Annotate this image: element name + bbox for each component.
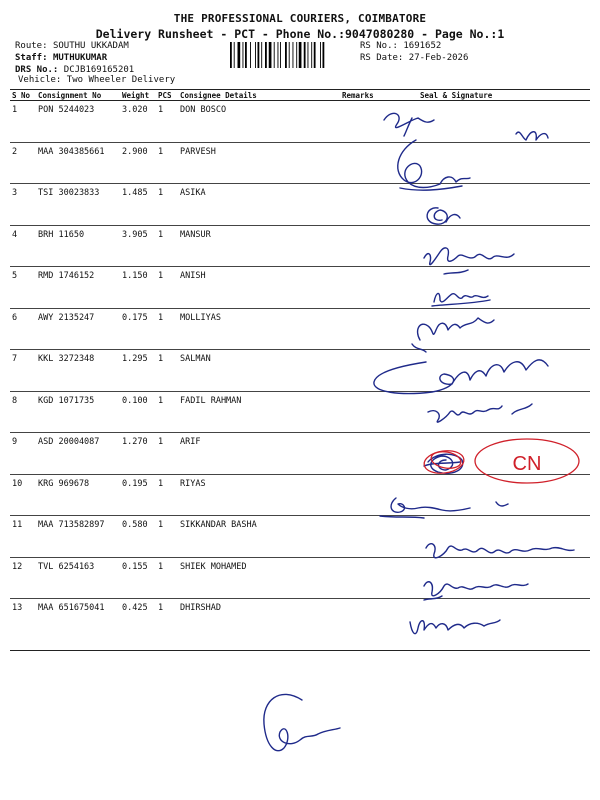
barcode-bar bbox=[258, 42, 260, 68]
col-consignee: Consignee Details bbox=[178, 90, 340, 101]
cell-consignment: MAA 651675041 bbox=[38, 603, 105, 613]
barcode-bar bbox=[311, 42, 312, 68]
table-row bbox=[10, 350, 590, 392]
cell-seal bbox=[394, 101, 590, 143]
route-value: SOUTHU UKKADAM bbox=[52, 41, 129, 51]
cell-sno: 13 bbox=[12, 603, 23, 613]
cell-remarks bbox=[340, 308, 394, 350]
barcode-bar bbox=[250, 42, 251, 68]
col-remarks: Remarks bbox=[340, 90, 394, 101]
staff-label: Staff: bbox=[15, 53, 48, 63]
cell-remarks bbox=[340, 433, 394, 475]
cell-seal bbox=[394, 474, 590, 516]
barcode-bar bbox=[296, 42, 297, 68]
runsheet-table bbox=[10, 89, 590, 641]
cell-consignee: SIKKANDAR BASHA bbox=[178, 516, 340, 558]
col-sno: S No bbox=[10, 90, 36, 101]
cell-consignee: ASIKA bbox=[178, 184, 340, 226]
cell-pcs: 1 bbox=[156, 516, 178, 558]
cell-consignment: PON 5244023 bbox=[36, 101, 120, 143]
cell-consignee: MANSUR bbox=[178, 225, 340, 267]
cell-pcs: 1 bbox=[156, 350, 178, 392]
document-subtitle: Delivery Runsheet - PCT - Phone No.:9047080280 - Page No.:1 bbox=[95, 27, 505, 41]
cell-weight: 1.485 bbox=[120, 184, 156, 226]
cell-remarks bbox=[340, 474, 394, 516]
cell-pcs: 1 bbox=[156, 267, 178, 309]
cell-pcs: 1 bbox=[156, 308, 178, 350]
cell-sno: 8 bbox=[10, 391, 36, 433]
barcode-bar bbox=[234, 42, 235, 68]
cell-pcs: 1 bbox=[156, 101, 178, 143]
rs-no-line bbox=[360, 41, 441, 51]
table-end-line bbox=[10, 650, 590, 651]
cell-remarks bbox=[340, 391, 394, 433]
cell-remarks bbox=[340, 225, 394, 267]
cell-sno: 11 bbox=[10, 516, 36, 558]
cell-weight: 3.020 bbox=[120, 101, 156, 143]
cell-consignee: FADIL RAHMAN bbox=[178, 391, 340, 433]
barcode-bar bbox=[314, 42, 316, 68]
table-row bbox=[10, 433, 590, 475]
barcode-bar bbox=[299, 42, 302, 68]
cell-consignment: RMD 1746152 bbox=[36, 267, 120, 309]
cell-consignment: TSI 30023833 bbox=[36, 184, 120, 226]
cell-seal bbox=[394, 391, 590, 433]
bottom-signature bbox=[264, 694, 340, 750]
cell-seal bbox=[394, 557, 590, 599]
cell-weight: 1.270 bbox=[120, 433, 156, 475]
barcode-bar bbox=[308, 42, 309, 68]
cell-seal bbox=[394, 599, 590, 642]
cell-remarks bbox=[340, 101, 394, 143]
cell-consignee: ARIF bbox=[178, 433, 340, 475]
cell-consignment: MAA 713582897 bbox=[36, 516, 120, 558]
cell-sno: 5 bbox=[10, 267, 36, 309]
route-line bbox=[15, 41, 129, 51]
barcode-bar bbox=[255, 42, 256, 68]
barcode-bar bbox=[269, 42, 272, 68]
cell-sno: 6 bbox=[10, 308, 36, 350]
barcode-bar bbox=[243, 42, 244, 68]
cell-seal bbox=[394, 433, 590, 475]
barcode-bar bbox=[278, 42, 279, 68]
cell-sno: 10 bbox=[10, 474, 36, 516]
col-seal: Seal & Signature bbox=[394, 90, 590, 101]
barcode-bar bbox=[285, 42, 287, 68]
cell-consignee: MOLLIYAS bbox=[178, 308, 340, 350]
staff-value: MUTHUKUMAR bbox=[52, 53, 108, 63]
cell-consignee: DON BOSCO bbox=[178, 101, 340, 143]
table-row bbox=[10, 516, 590, 558]
cell-pcs: 1 bbox=[158, 603, 164, 613]
cell-consignment: KRG 969678 bbox=[36, 474, 120, 516]
barcode-bar bbox=[230, 42, 232, 68]
cell-consignee: SHIEK MOHAMED bbox=[178, 557, 340, 599]
cell-sno: 1 bbox=[10, 101, 36, 143]
cell-weight: 2.900 bbox=[120, 142, 156, 184]
cell-pcs: 1 bbox=[156, 391, 178, 433]
cell-seal bbox=[394, 516, 590, 558]
cell-weight: 0.195 bbox=[120, 474, 156, 516]
barcode-bar bbox=[289, 42, 290, 68]
table-row bbox=[10, 184, 590, 226]
cell-sno: 9 bbox=[10, 433, 36, 475]
cell-sno: 3 bbox=[10, 184, 36, 226]
cell-remarks bbox=[340, 557, 394, 599]
table-row bbox=[10, 101, 590, 143]
drs-value: DCJB169165201 bbox=[63, 65, 135, 75]
cell-consignee: SALMAN bbox=[178, 350, 340, 392]
rs-date-line bbox=[360, 53, 468, 63]
table-header-row bbox=[10, 90, 590, 101]
rs-no-value: 1691652 bbox=[403, 41, 442, 51]
cell-weight: 3.905 bbox=[120, 225, 156, 267]
drs-label: DRS No.: bbox=[15, 65, 59, 75]
col-pcs: PCS bbox=[156, 90, 178, 101]
cell-weight: 0.175 bbox=[120, 308, 156, 350]
cell-remarks bbox=[340, 516, 394, 558]
cell-weight: 1.295 bbox=[120, 350, 156, 392]
cell-weight: 0.100 bbox=[120, 391, 156, 433]
barcode-bar bbox=[274, 42, 275, 68]
cell-consignment: ASD 20004087 bbox=[36, 433, 120, 475]
cell-remarks bbox=[340, 184, 394, 226]
table-row bbox=[10, 474, 590, 516]
table-row bbox=[10, 391, 590, 433]
cell-consignee: ANISH bbox=[178, 267, 340, 309]
table-row bbox=[10, 225, 590, 267]
table-row bbox=[10, 599, 590, 642]
document-title: THE PROFESSIONAL COURIERS, COIMBATORE bbox=[173, 12, 427, 25]
cell-sno: 4 bbox=[10, 225, 36, 267]
vehicle-value: Two Wheeler Delivery bbox=[66, 75, 176, 85]
barcode-bar bbox=[261, 42, 262, 68]
cn-stamp-text: CN bbox=[512, 453, 542, 475]
cell-seal bbox=[394, 184, 590, 226]
cell-sno: 12 bbox=[10, 557, 36, 599]
col-consignment: Consignment No bbox=[36, 90, 120, 101]
rs-no-label: RS No.: bbox=[360, 41, 398, 51]
cell-remarks bbox=[340, 142, 394, 184]
barcode bbox=[230, 42, 352, 68]
barcode-bar bbox=[245, 42, 247, 68]
barcode-bar bbox=[265, 42, 267, 68]
table-row bbox=[10, 142, 590, 184]
cell-consignee: RIYAS bbox=[178, 474, 340, 516]
cell-consignee: DHIRSHAD bbox=[180, 603, 221, 613]
cell-pcs: 1 bbox=[156, 557, 178, 599]
cell-consignment: KGD 1071735 bbox=[36, 391, 120, 433]
cell-sno: 7 bbox=[10, 350, 36, 392]
cell-pcs: 1 bbox=[156, 225, 178, 267]
cell-consignment: KKL 3272348 bbox=[36, 350, 120, 392]
cell-sno: 2 bbox=[10, 142, 36, 184]
table-row bbox=[10, 557, 590, 599]
cell-seal bbox=[394, 308, 590, 350]
drs-line bbox=[15, 65, 134, 75]
cell-consignment: AWY 2135247 bbox=[36, 308, 120, 350]
vehicle-line bbox=[18, 75, 175, 85]
cell-consignment: BRH 11650 bbox=[36, 225, 120, 267]
cell-seal bbox=[394, 142, 590, 184]
cell-pcs: 1 bbox=[156, 184, 178, 226]
cell-remarks bbox=[340, 350, 394, 392]
cell-consignment: MAA 304385661 bbox=[36, 142, 120, 184]
rs-date-label: RS Date: bbox=[360, 53, 404, 63]
barcode-bar bbox=[238, 42, 241, 68]
barcode-bar bbox=[293, 42, 294, 68]
cell-seal bbox=[394, 225, 590, 267]
cell-consignee: PARVESH bbox=[178, 142, 340, 184]
route-label: Route: bbox=[15, 41, 48, 51]
cell-weight: 0.425 bbox=[122, 603, 148, 613]
vehicle-label: Vehicle: bbox=[18, 75, 62, 85]
barcode-bar bbox=[280, 42, 281, 68]
cell-seal bbox=[394, 350, 590, 392]
table-row bbox=[10, 267, 590, 309]
cell-weight: 0.580 bbox=[120, 516, 156, 558]
cell-weight: 1.150 bbox=[120, 267, 156, 309]
rs-date-value: 27-Feb-2026 bbox=[408, 53, 469, 63]
cell-seal bbox=[394, 267, 590, 309]
barcode-bar bbox=[304, 42, 306, 68]
barcode-bar bbox=[323, 42, 325, 68]
cell-pcs: 1 bbox=[156, 142, 178, 184]
cell-pcs: 1 bbox=[156, 474, 178, 516]
cell-weight: 0.155 bbox=[120, 557, 156, 599]
table-row bbox=[10, 308, 590, 350]
cell-consignment: TVL 6254163 bbox=[36, 557, 120, 599]
cell-pcs: 1 bbox=[156, 433, 178, 475]
staff-line bbox=[15, 53, 107, 63]
cell-remarks bbox=[340, 599, 394, 642]
cell-remarks bbox=[340, 267, 394, 309]
col-weight: Weight bbox=[120, 90, 156, 101]
barcode-bar bbox=[320, 42, 321, 68]
